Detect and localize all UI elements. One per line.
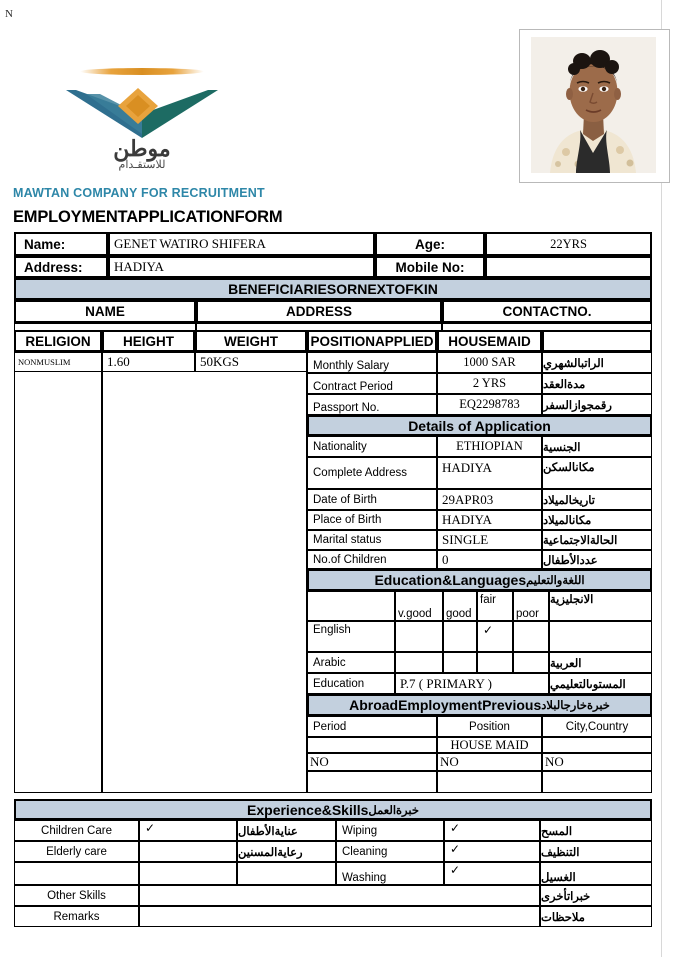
english-good-cell[interactable] — [443, 621, 477, 652]
complete-address-value-cell[interactable] — [437, 457, 542, 489]
address-value: HADIYA — [114, 259, 164, 274]
arabic-good-cell[interactable] — [443, 652, 477, 673]
abroad-row1-position-cell[interactable] — [437, 737, 542, 753]
elderly-care-arabic-cell — [237, 841, 336, 862]
mobile-label: Mobile No: — [395, 259, 465, 275]
rating-poor-header-cell — [513, 591, 549, 621]
weight-header: WEIGHT — [224, 333, 278, 349]
children-count-arabic: عددالأطفال — [543, 554, 598, 567]
period-header: Period — [313, 720, 347, 733]
logo-arabic-tagline: للاستقـدام — [118, 159, 166, 171]
photo-left-spacer-cell — [14, 372, 102, 793]
age-value: 22YRS — [550, 236, 587, 251]
cleaning-label-cell — [336, 841, 444, 862]
english-label-cell — [307, 621, 395, 652]
remarks-label-cell — [14, 906, 139, 927]
english-fair-cell[interactable] — [477, 621, 513, 652]
rating-poor-header: poor — [516, 608, 540, 620]
position-header: Position — [469, 720, 510, 733]
english-label: English — [313, 624, 351, 636]
passport-no-value: EQ2298783 — [459, 397, 520, 411]
cleaning-arabic-cell — [540, 841, 652, 862]
washing-arabic-cell — [540, 862, 652, 885]
place-of-birth-value-cell[interactable] — [437, 510, 542, 530]
monthly-salary-arabic-cell — [542, 352, 652, 373]
abroad-row2-city-cell[interactable] — [542, 753, 652, 771]
education-level-arabic: المستوىالتعليمي — [550, 678, 626, 691]
abroad-row1-city — [543, 738, 651, 752]
applicant-id-photo — [519, 29, 670, 183]
children-count-value: 0 — [442, 551, 449, 567]
wiping-arabic-cell — [540, 820, 652, 841]
passport-no-arabic: رقمجوازالسفر — [543, 399, 612, 412]
cleaning-label: Cleaning — [342, 845, 388, 858]
name-value-cell[interactable] — [108, 232, 375, 256]
passport-no-label-cell — [307, 394, 437, 415]
nationality-label: Nationality — [313, 440, 367, 453]
remarks-value — [140, 907, 539, 926]
children-care-label-cell — [14, 820, 139, 841]
elderly-care-checkmark-icon — [140, 842, 236, 861]
cleaning-checkmark-icon: ✓ — [450, 842, 461, 856]
children-care-check-cell[interactable] — [139, 820, 237, 841]
remarks-label: Remarks — [53, 910, 100, 923]
elderly-care-check-cell[interactable] — [139, 841, 237, 862]
arabic-language-arabic-cell — [549, 652, 652, 673]
mobile-value — [487, 258, 650, 276]
housemaid-header-cell — [437, 330, 542, 352]
rating-good-header-cell — [443, 591, 477, 621]
name-value: GENET WATIRO SHIFERA — [114, 236, 266, 251]
children-care-arabic: عنايةالأطفال — [238, 825, 298, 838]
washing-check-cell[interactable] — [444, 862, 540, 885]
page-title: EMPLOYMENTAPPLICATIONFORM — [13, 208, 283, 226]
remarks-value-cell[interactable] — [139, 906, 540, 927]
address-label: Address: — [24, 259, 83, 275]
company-name-heading: MAWTAN COMPANY FOR RECRUITMENT — [13, 186, 265, 200]
age-value-cell[interactable] — [485, 232, 652, 256]
name-label: Name: — [24, 236, 66, 252]
monthly-salary-value-cell[interactable] — [437, 352, 542, 373]
arabic-fair-cell[interactable] — [477, 652, 513, 673]
experience-band — [14, 799, 652, 820]
other-skills-value — [140, 886, 539, 905]
abroad-band-title-ar: خبرةخارجالبلاد — [541, 700, 610, 712]
place-of-birth-label: Place of Birth — [313, 514, 382, 526]
height-value: 1.60 — [107, 354, 130, 369]
passport-no-arabic-cell — [542, 394, 652, 415]
abroad-row2-position-cell[interactable] — [437, 753, 542, 771]
passport-no-label: Passport No. — [313, 402, 380, 414]
marital-status-arabic-cell — [542, 530, 652, 550]
abroad-row3-city — [543, 772, 651, 792]
nationality-value: ETHIOPIAN — [456, 439, 523, 453]
housemaid-header: HOUSEMAID — [448, 333, 531, 349]
abroad-row2-period: NO — [310, 754, 329, 769]
elderly-care-label-cell — [14, 841, 139, 862]
children-care-arabic-cell — [237, 820, 336, 841]
passport-no-value-cell[interactable] — [437, 394, 542, 415]
abroad-row1-position: HOUSE MAID — [450, 737, 529, 752]
position-arabic-header-cell — [542, 330, 652, 352]
nationality-value-cell[interactable] — [437, 436, 542, 457]
logo-arc-icon — [80, 68, 204, 75]
place-of-birth-value: HADIYA — [442, 512, 492, 527]
beneficiary-address-header: ADDRESS — [285, 304, 352, 319]
position-applied-header: POSITIONAPPLIED — [310, 333, 434, 349]
arabic-language-arabic-value: العربية — [550, 657, 582, 670]
children-count-label: No.of Children — [313, 553, 387, 566]
arabic-poor-cell[interactable] — [513, 652, 549, 673]
extra-skill-check-cell[interactable] — [139, 862, 237, 885]
abroad-row3-city-cell[interactable] — [542, 771, 652, 793]
place-of-birth-label-cell — [307, 510, 437, 530]
monthly-salary-arabic: الراتبالشهري — [543, 357, 604, 370]
religion-value-cell[interactable] — [14, 352, 102, 372]
mobile-value-cell[interactable] — [485, 256, 652, 278]
weight-header-cell — [195, 330, 307, 352]
other-skills-label-cell — [14, 885, 139, 906]
beneficiary-name-header-cell — [14, 300, 196, 323]
address-label-cell — [14, 256, 108, 278]
beneficiary-contact-header: CONTACTNO. — [502, 304, 592, 319]
education-level-arabic-cell — [549, 673, 652, 694]
cleaning-check-cell[interactable] — [444, 841, 540, 862]
nationality-label-cell — [307, 436, 437, 457]
height-header: HEIGHT — [122, 333, 174, 349]
elderly-care-label: Elderly care — [46, 845, 107, 858]
abroad-row3-period-cell[interactable] — [307, 771, 437, 793]
wiping-label: Wiping — [342, 824, 378, 837]
date-of-birth-arabic-cell — [542, 489, 652, 510]
age-label-cell — [375, 232, 485, 256]
monthly-salary-label: Monthly Salary — [313, 360, 390, 372]
language-name-header-cell — [307, 591, 395, 621]
marital-status-arabic: الحالةالاجتماعية — [543, 535, 618, 547]
place-of-birth-arabic: مكانالميلاد — [543, 515, 592, 527]
washing-label: Washing — [342, 872, 387, 884]
education-band-title — [309, 571, 650, 589]
washing-arabic: الغسيل — [541, 872, 576, 884]
address-value-cell[interactable] — [108, 256, 375, 278]
complete-address-label: Complete Address — [313, 467, 407, 479]
education-level-value-cell[interactable] — [395, 673, 549, 694]
complete-address-value: HADIYA — [442, 460, 492, 475]
other-skills-value-cell[interactable] — [139, 885, 540, 906]
arabic-label: Arabic — [313, 656, 346, 669]
extra-skill-label — [15, 863, 138, 884]
abroad-row1-period — [308, 738, 436, 752]
contract-period-value: 2 YRS — [472, 376, 507, 390]
education-band-title-en: Education&Languages — [374, 572, 527, 588]
extra-skill-arabic-cell — [237, 862, 336, 885]
other-skills-label: Other Skills — [47, 889, 106, 902]
abroad-row2-city: NO — [545, 754, 564, 769]
education-band-title-ar: اللغةوالتعليم — [526, 575, 585, 587]
arabic-vgood-cell[interactable] — [395, 652, 443, 673]
education-level-label-cell — [307, 673, 395, 694]
logo-arabic-name: موطن — [113, 136, 171, 161]
complete-address-arabic-cell — [542, 457, 652, 489]
washing-checkmark-icon: ✓ — [450, 863, 461, 877]
other-skills-arabic: خبراتأخرى — [541, 890, 591, 903]
cleaning-arabic: التنظيف — [541, 846, 580, 859]
rating-vgood-header-cell — [395, 591, 443, 621]
elderly-care-arabic: رعايةالمسنين — [238, 846, 303, 859]
weight-value-cell[interactable] — [195, 352, 307, 372]
rating-good-header: good — [446, 608, 472, 620]
english-arabic-cell — [549, 621, 652, 652]
abroad-row1-city-cell[interactable] — [542, 737, 652, 753]
wiping-check-cell[interactable] — [444, 820, 540, 841]
height-header-cell — [102, 330, 195, 352]
date-of-birth-arabic: تاريخالميلاد — [543, 494, 595, 507]
english-fair-checkmark-icon: ✓ — [483, 623, 494, 637]
experience-band-title — [16, 801, 650, 818]
wiping-checkmark-icon: ✓ — [450, 821, 461, 835]
extra-skill-arabic — [238, 863, 335, 884]
abroad-employment-band-title — [309, 696, 650, 714]
complete-address-arabic: مكانالسكن — [543, 462, 595, 474]
abroad-row2-position: NO — [440, 754, 459, 769]
date-of-birth-value: 29APR03 — [442, 491, 494, 507]
washing-label-cell — [336, 862, 444, 885]
children-count-label-cell — [307, 550, 437, 569]
marital-status-value: SINGLE — [442, 532, 489, 547]
english-arabic-value — [550, 622, 651, 651]
experience-band-title-en: Experience&Skills — [247, 801, 369, 818]
nationality-arabic-cell — [542, 436, 652, 457]
height-value-cell[interactable] — [102, 352, 195, 372]
date-of-birth-value-cell[interactable] — [437, 489, 542, 510]
children-care-checkmark-icon: ✓ — [145, 821, 156, 835]
english-vgood-cell[interactable] — [395, 621, 443, 652]
name-label-cell — [14, 232, 108, 256]
wiping-arabic: المسح — [541, 825, 573, 838]
monthly-salary-value: 1000 SAR — [463, 355, 516, 369]
abroad-band-title-en: AbroadEmploymentPrevious — [349, 697, 542, 713]
english-arabic-header: الانجليزية — [550, 594, 594, 606]
abroad-row3-position-cell[interactable] — [437, 771, 542, 793]
rating-vgood-header: v.good — [398, 608, 432, 620]
period-header-cell — [307, 716, 437, 737]
weight-value: 50KGS — [200, 354, 240, 369]
abroad-row3-position — [438, 772, 541, 792]
logo-diamond-icon — [116, 84, 160, 128]
position-header-cell — [437, 716, 542, 737]
beneficiary-address-header-cell — [196, 300, 442, 323]
marital-status-label: Marital status — [313, 534, 382, 546]
abroad-row1-period-cell[interactable] — [307, 737, 437, 753]
remarks-arabic: ملاحظات — [541, 911, 585, 924]
date-of-birth-label-cell — [307, 489, 437, 510]
extra-skill-checkmark-icon — [140, 863, 236, 884]
rating-fair-header-cell — [477, 591, 513, 621]
marital-status-label-cell — [307, 530, 437, 550]
abroad-row2-period-cell[interactable] — [307, 753, 437, 771]
date-of-birth-label: Date of Birth — [313, 493, 377, 506]
education-band — [307, 569, 652, 591]
abroad-employment-band — [307, 694, 652, 716]
mobile-label-cell — [375, 256, 485, 278]
beneficiary-name-header: NAME — [85, 304, 125, 319]
contract-period-value-cell[interactable] — [437, 373, 542, 394]
religion-value: NONMUSLIM — [18, 357, 71, 367]
nationality-arabic: الجنسية — [543, 441, 581, 454]
education-level-value: P.7 ( PRIMARY ) — [400, 675, 492, 691]
details-band-title: Details of Application — [408, 417, 551, 434]
children-count-arabic-cell — [542, 550, 652, 569]
children-care-label: Children Care — [41, 824, 112, 837]
contract-period-arabic-cell — [542, 373, 652, 394]
children-count-value-cell[interactable] — [437, 550, 542, 569]
complete-address-label-cell — [307, 457, 437, 489]
beneficiaries-band — [14, 278, 652, 300]
details-band — [307, 415, 652, 436]
other-skills-arabic-cell — [540, 885, 652, 906]
corner-mark-letter: N — [5, 8, 13, 20]
extra-skill-label-cell — [14, 862, 139, 885]
age-label: Age: — [415, 236, 445, 252]
wiping-label-cell — [336, 820, 444, 841]
english-arabic-header-cell — [549, 591, 652, 621]
experience-band-title-ar: خبرةالعمل — [368, 804, 419, 817]
contract-period-label: Contract Period — [313, 381, 393, 393]
beneficiaries-band-title: BENEFICIARIESORNEXTOFKIN — [228, 281, 438, 297]
remarks-arabic-cell — [540, 906, 652, 927]
rating-fair-header: fair — [480, 594, 496, 606]
marital-status-value-cell[interactable] — [437, 530, 542, 550]
religion-header-cell — [14, 330, 102, 352]
full-body-photo-cell — [102, 372, 307, 793]
education-level-label: Education — [313, 677, 365, 690]
monthly-salary-label-cell — [307, 352, 437, 373]
position-applied-header-cell — [307, 330, 437, 352]
abroad-row3-period — [308, 772, 436, 792]
city-country-header: City,Country — [565, 720, 629, 733]
religion-header: RELIGION — [25, 333, 91, 349]
arabic-label-cell — [307, 652, 395, 673]
contract-period-arabic: مدةالعقد — [543, 378, 586, 391]
beneficiary-contact-header-cell — [442, 300, 652, 323]
english-poor-cell[interactable] — [513, 621, 549, 652]
city-country-header-cell — [542, 716, 652, 737]
place-of-birth-arabic-cell — [542, 510, 652, 530]
company-logo — [62, 58, 222, 176]
contract-period-label-cell — [307, 373, 437, 394]
